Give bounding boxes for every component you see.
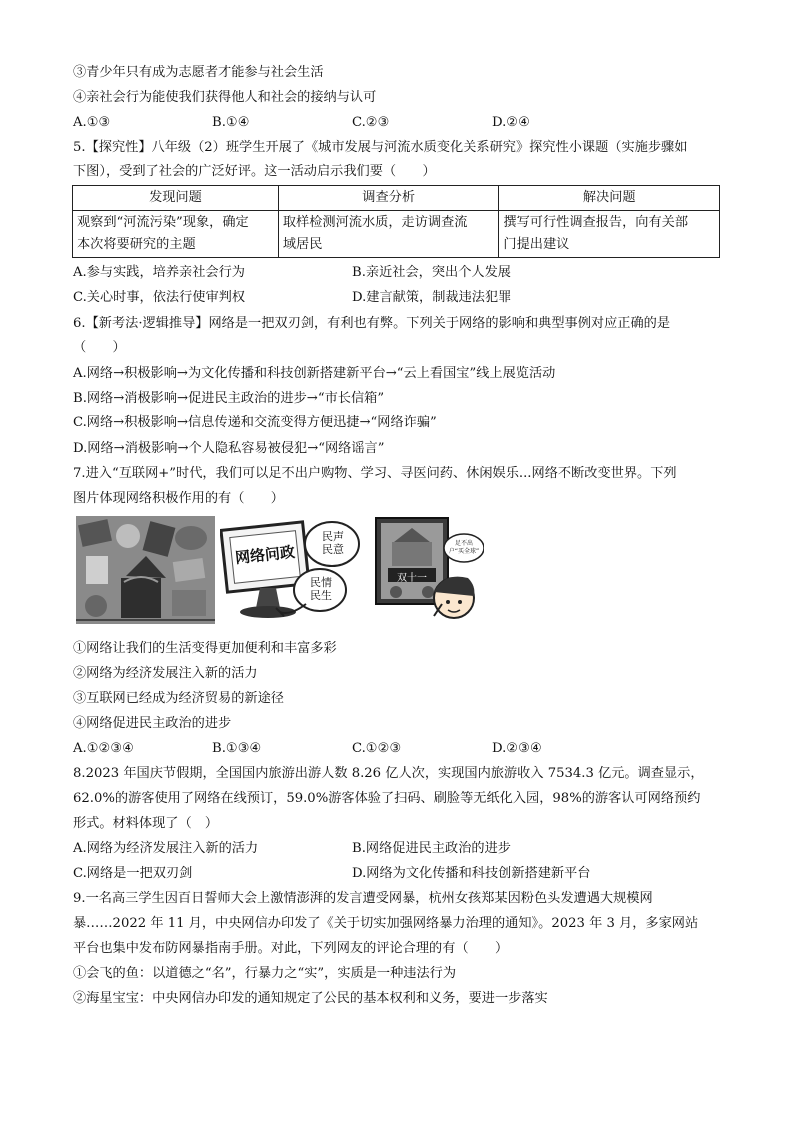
- q9-statement-2: ②海星宝宝：中央网信办印发的通知规定了公民的基本权利和义务，要进一步落实: [73, 991, 548, 1006]
- q6-stem-line2: （ ）: [73, 340, 126, 355]
- q8-option-d[interactable]: D.网络为文化传播和科技创新搭建新平台: [352, 866, 591, 881]
- q5-option-a[interactable]: A.参与实践，培养亲社会行为: [73, 265, 245, 280]
- q7-option-c[interactable]: C.①②③: [352, 741, 402, 756]
- q7-statement-4: ④网络促进民主政治的进步: [73, 716, 232, 731]
- q6-option-a[interactable]: A.网络→积极影响→为文化传播和科技创新搭建新平台→“云上看国宝”线上展览活动: [73, 366, 556, 381]
- q4-option-c[interactable]: C.②③: [352, 115, 390, 130]
- q8-stem-line1: 8.2023 年国庆节假期，全国国内旅游出游人数 8.26 亿人次，实现国内旅游收入 7534.3 亿元。调查显示，: [73, 766, 704, 781]
- q6-stem-line1: 6.【新考法·逻辑推导】网络是一把双刃剑，有利也有弊。下列关于网络的影响和典型事例对应正确的是: [73, 316, 671, 331]
- q6-option-c[interactable]: C.网络→积极影响→信息传递和交流变得方便迅捷→“网络诈骗”: [73, 415, 437, 430]
- q5-option-d[interactable]: D.建言献策，制裁违法犯罪: [352, 290, 512, 305]
- q6-option-d[interactable]: D.网络→消极影响→个人隐私容易被侵犯→“网络谣言”: [73, 441, 385, 456]
- q7-figure-shopping: [76, 516, 215, 624]
- q7-figure-online-governance: [220, 516, 366, 624]
- panel2-bubble-1: 民声民意: [322, 530, 344, 556]
- q8-option-b[interactable]: B.网络促进民主政治的进步: [352, 841, 511, 856]
- q7-option-d[interactable]: D.②③④: [492, 741, 542, 756]
- q9-stem-line2: 暴……2022 年 11 月，中央网信办印发了《关于切实加强网络暴力治理的通知》。2023 年 3 月，多家网站: [73, 916, 699, 931]
- table-cell: 观察到“河流污染”现象，确定 本次将要研究的主题: [73, 211, 279, 258]
- q8-option-a[interactable]: A.网络为经济发展注入新的活力: [73, 841, 259, 856]
- table-header: 调查分析: [278, 186, 499, 211]
- q8-stem-line3: 形式。材料体现了（ ）: [73, 816, 219, 831]
- q9-statement-1: ①会飞的鱼：以道德之“名”，行暴力之“实”，实质是一种违法行为: [73, 966, 457, 981]
- q5-option-b[interactable]: B.亲近社会，突出个人发展: [352, 265, 511, 280]
- panel2-bubble-2: 民情民生: [310, 576, 332, 602]
- q7-stem-line2: 图片体现网络积极作用的有（ ）: [73, 491, 284, 506]
- q5-option-c[interactable]: C.关心时事，依法行使审判权: [73, 290, 246, 305]
- q4-option-a[interactable]: A.①③: [73, 115, 111, 130]
- q7-option-b[interactable]: B.①③④: [212, 741, 262, 756]
- q4-statement-3: ③青少年只有成为志愿者才能参与社会生活: [73, 65, 324, 80]
- q7-option-a[interactable]: A.①②③④: [73, 741, 135, 756]
- table-header: 解决问题: [499, 186, 720, 211]
- q7-statement-3: ③互联网已经成为经济贸易的新途径: [73, 691, 284, 706]
- q9-stem-line3: 平台也集中发布防网暴指南手册。对此，下列网友的评论合理的有（ ）: [73, 941, 509, 956]
- table-cell: 取样检测河流水质，走访调查流 域居民: [278, 211, 499, 258]
- panel2-screen-text: 网络问政: [234, 542, 296, 568]
- q4-option-d[interactable]: D.②④: [492, 115, 530, 130]
- q7-statement-2: ②网络为经济发展注入新的活力: [73, 666, 258, 681]
- q7-statement-1: ①网络让我们的生活变得更加便利和丰富多彩: [73, 641, 337, 656]
- q7-figure-double-eleven: [372, 516, 484, 624]
- q8-option-c[interactable]: C.网络是一把双刃剑: [73, 866, 193, 881]
- table-header: 发现问题: [73, 186, 279, 211]
- panel3-screen-text: 双十一: [397, 573, 427, 584]
- q6-option-b[interactable]: B.网络→消极影响→促进民主政治的进步→“市长信箱”: [73, 391, 385, 406]
- q4-option-b[interactable]: B.①④: [212, 115, 250, 130]
- q4-statement-4: ④亲社会行为能使我们获得他人和社会的接纳与认可: [73, 90, 377, 105]
- table-cell: 撰写可行性调查报告，向有关部 门提出建议: [499, 211, 720, 258]
- panel3-bubble: 足不出户“买全球”: [448, 540, 480, 555]
- q9-stem-line1: 9.一名高三学生因百日誓师大会上激情澎湃的发言遭受网暴，杭州女孩郑某因粉色头发遭遇大规模网: [73, 891, 653, 906]
- q8-stem-line2: 62.0%的游客使用了网络在线预订，59.0%游客体验了扫码、刷脸等无纸化入园，98%的游客认可网络预约: [73, 791, 701, 806]
- q5-stem-line1: 5.【探究性】八年级（2）班学生开展了《城市发展与河流水质变化关系研究》探究性小课题（实施步骤如: [73, 140, 688, 155]
- q7-stem-line1: 7.进入“互联网+”时代，我们可以足不出户购物、学习、寻医问药、休闲娱乐...网络不断改变世界。下列: [73, 466, 677, 481]
- q5-stem-line2: 下图），受到了社会的广泛好评。这一活动启示我们要（ ）: [73, 164, 436, 179]
- q5-steps-table: [72, 185, 720, 258]
